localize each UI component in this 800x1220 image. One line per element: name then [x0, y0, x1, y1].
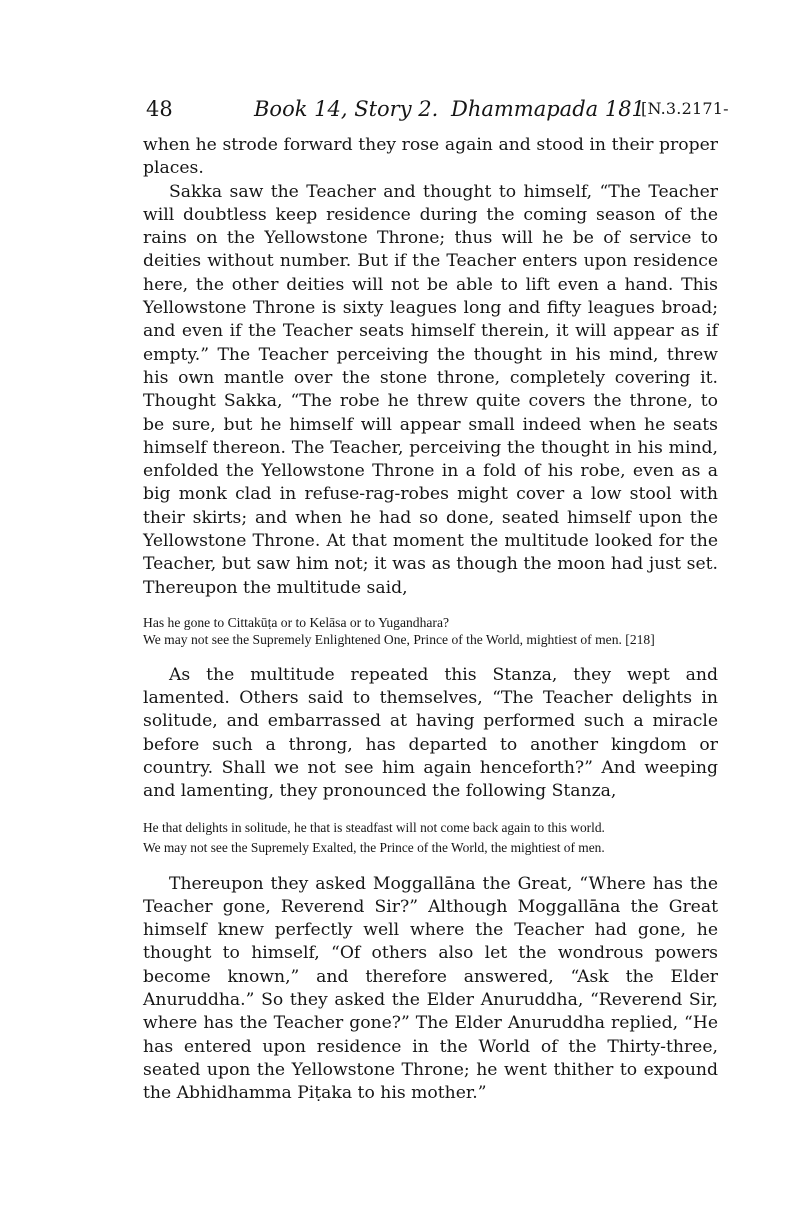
paragraph-multitude: As the multitude repeated this Stanza, they wept and lamented. Others said to themselves, “The Teacher delights in solitude, and embarrassed at having performed such a miracle before such a throng, has departed to another kingdom or country. Shall we not see him again henceforth?” And weeping and lamenting, they pronounced the following Stanza, — [143, 664, 718, 802]
book-page — [143, 92, 729, 1106]
source-reference: [N.3.2171- — [641, 99, 729, 118]
stanza-1-line-2: We may not see the Supremely Enlightened One, Prince of the World, mightiest of men. [218] — [143, 632, 655, 648]
paragraph-moggallana: Thereupon they asked Moggallāna the Great, “Where has the Teacher gone, Reverend Sir?” Although Moggallāna the Great himself knew perfectly well where the Teacher had gone, he thought to himself, “Of others also let the wondrous powers become known,” and therefore answered, “Ask the Elder Anuruddha.” So they asked the Elder Anuruddha, “Reverend Sir, where has the Teacher gone?” The Elder Anuruddha replied, “He has entered upon residence in the World of the Thirty-three, seated upon the Yellowstone Throne; he went thither to expound the Abhidhamma Piṭaka to his mother.” — [143, 873, 718, 1104]
dhammapada-verse-label: Dhammapada 181 — [451, 97, 645, 121]
running-header — [143, 92, 729, 126]
stanza-2-line-2: We may not see the Supremely Exalted, the Prince of the World, the mightiest of men. — [143, 839, 605, 855]
spacer — [143, 858, 718, 873]
page-number: 48 — [146, 97, 173, 121]
spacer — [143, 649, 718, 664]
stanza-2-line-1: He that delights in solitude, he that is steadfast will not come back again to this world. — [143, 819, 605, 835]
stanza-1-line-1: Has he gone to Cittakūṭa or to Kelāsa or to Yugandhara? — [143, 614, 450, 630]
paragraph-continuation: when he strode forward they rose again and stood in their proper places. — [143, 135, 718, 179]
paragraph-sakka: Sakka saw the Teacher and thought to himself, “The Teacher will doubtless keep residence during the coming season of the rains on the Yellowstone Throne; thus will he be of service to deities without number. But if the Teacher enters upon residence here, the other deities will not be able to lift even a hand. This Yellowstone Throne is sixty leagues long and fifty leagues broad; and even if the Teacher seats himself therein, it will appear as if empty.” The Teacher perceiving the thought in his mind, threw his own mantle over the stone throne, completely covering it. Thought Sakka, “The robe he threw quite covers the throne, to be sure, but he himself will appear small indeed when he seats himself thereon. The Teacher, perceiving the thought in his mind, enfolded the Yellowstone Throne in a fold of his robe, even as a big monk clad in refuse-rag-robes might cover a low stool with their skirts; and when he had so done, seated himself upon the Yellowstone Throne. At that moment the multitude looked for the Teacher, but saw him not; it was as though the moon had just set. Thereupon the multitude said, — [143, 181, 718, 598]
book-story-label: Book 14, Story 2. — [254, 97, 439, 121]
